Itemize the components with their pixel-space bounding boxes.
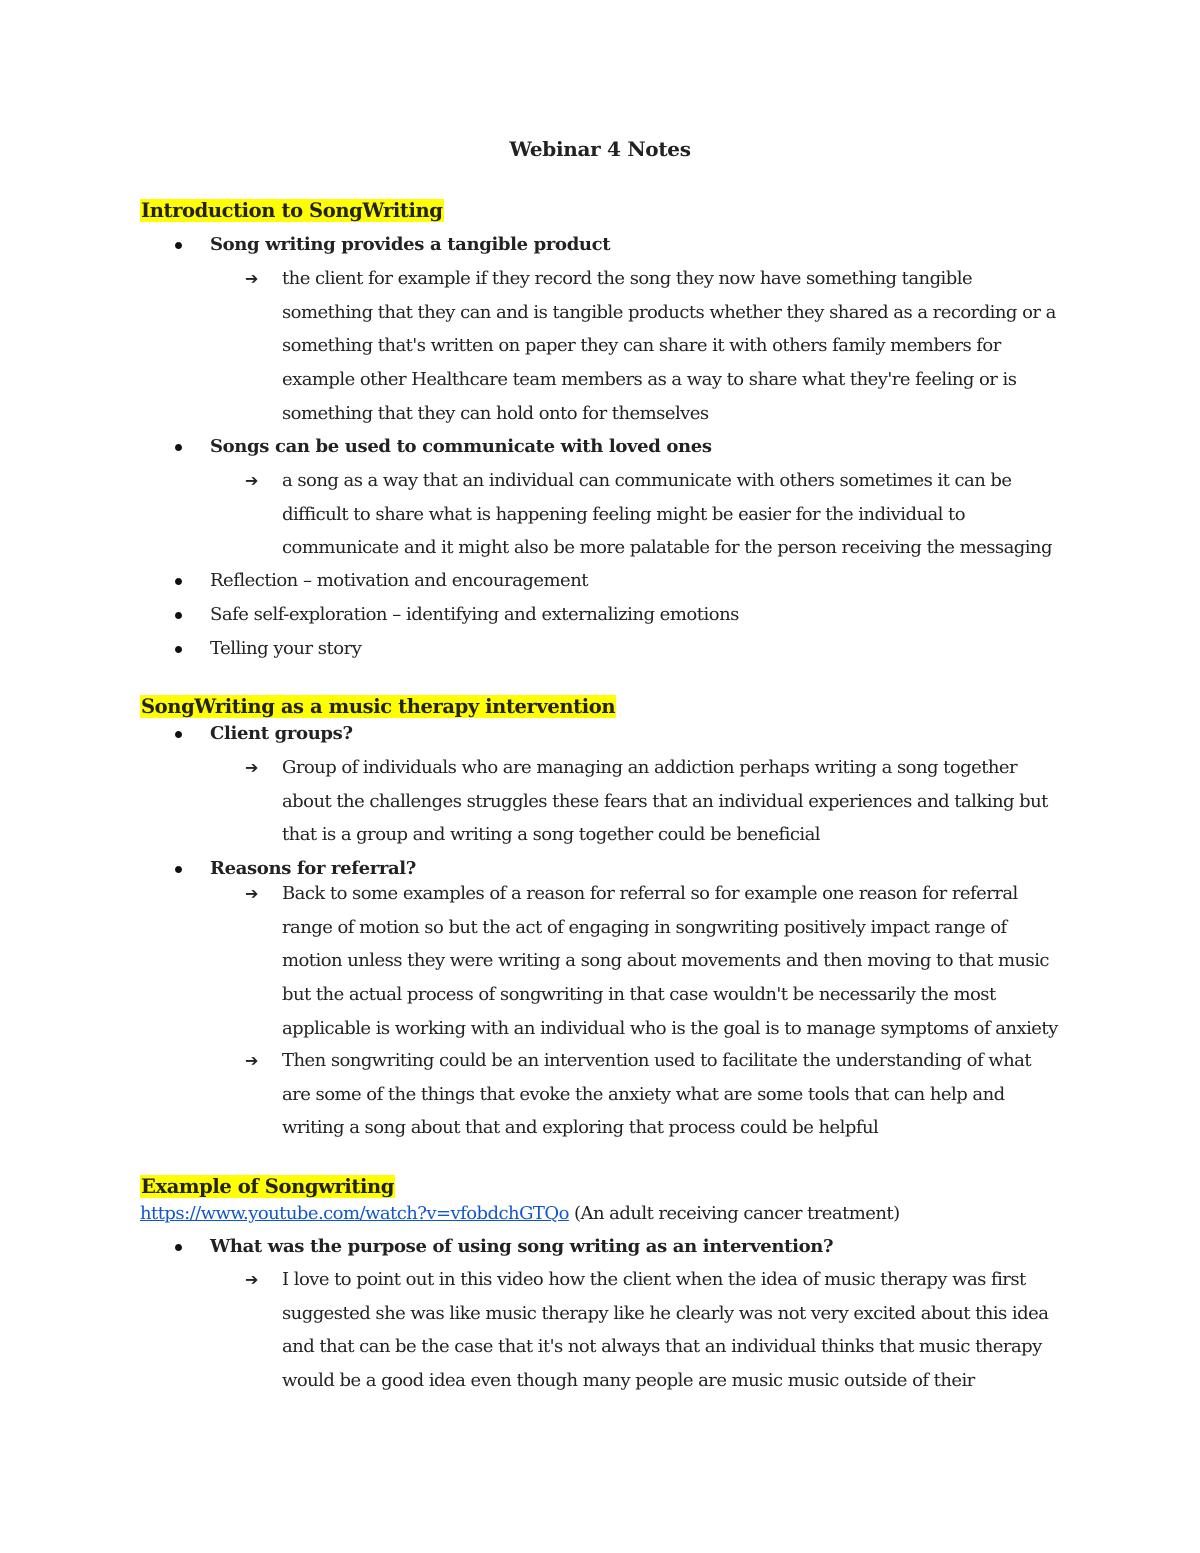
bullet-item <box>210 1230 833 1264</box>
text-line: communicate and it might also be more palatable for the person receiving the messaging <box>282 537 1052 559</box>
highlighted-heading-text: SongWriting as a music therapy intervention <box>141 695 616 718</box>
text-line: Back to some examples of a reason for referral so for example one reason for referral <box>282 883 1018 904</box>
bullet-text: Songs can be used to communicate with loved ones <box>210 436 712 457</box>
bullet-text: Reflection – motivation and encouragement <box>210 570 589 591</box>
text-line: difficult to share what is happening feeling might be easier for the individual to <box>282 503 966 525</box>
text-line: Group of individuals who are managing an addiction perhaps writing a song together <box>282 757 1018 778</box>
text-line: the client for example if they record the song they now have something tangible <box>282 268 973 289</box>
arrow-right-icon: ➔ <box>245 1270 258 1289</box>
text-line: and that can be the case that it's not always that an individual thinks that music therapy <box>282 1336 1042 1358</box>
text-line: writing a song about that and exploring that process could be helpful <box>282 1117 879 1139</box>
bullet-dot-icon <box>175 444 182 451</box>
arrow-list-item <box>245 1263 1082 1398</box>
text-line: motion unless they were writing a song about movements and then moving to that music <box>282 950 1049 972</box>
text-line: Then songwriting could be an intervention used to facilitate the understanding of what <box>282 1050 1031 1071</box>
arrow-right-icon: ➔ <box>245 758 258 777</box>
text-line: are some of the things that evoke the anxiety what are some tools that can help and <box>282 1083 1005 1105</box>
bullet-item <box>210 598 739 632</box>
text-line: something that they can hold onto for themselves <box>282 402 709 424</box>
text-line: about the challenges struggles these fears that an individual experiences and talking but <box>282 790 1048 812</box>
section-heading-intervention <box>140 694 616 719</box>
text-line: something that they can and is tangible products whether they shared as a recording or a <box>282 301 1056 323</box>
section-heading-example <box>140 1174 395 1199</box>
bullet-item <box>210 632 361 666</box>
bullet-text: Telling your story <box>210 638 362 659</box>
text-line: but the actual process of songwriting in that case wouldn't be necessarily the most <box>282 984 996 1006</box>
arrow-list-item <box>245 1044 1082 1145</box>
bullet-item <box>210 564 588 598</box>
bullet-item <box>210 228 610 262</box>
bullet-item <box>210 430 712 464</box>
text-line: that is a group and writing a song together could be beneficial <box>282 824 820 846</box>
bullet-item <box>210 717 353 751</box>
section-heading-introduction <box>140 198 444 223</box>
text-line: applicable is working with an individual who is the goal is to manage symptoms of anxiety <box>282 1017 1058 1039</box>
text-line: suggested she was like music therapy like he clearly was not very excited about this idea <box>282 1302 1049 1324</box>
arrow-list-item <box>245 877 1082 1046</box>
text-line: example other Healthcare team members as a way to share what they're feeling or is <box>282 369 1017 391</box>
arrow-list-item <box>245 262 1082 431</box>
bullet-dot-icon <box>175 731 182 738</box>
highlighted-heading-text: Example of Songwriting <box>141 1175 394 1198</box>
bullet-dot-icon <box>175 242 182 249</box>
text-line: range of motion so but the act of engaging in songwriting positively impact range of <box>282 916 1007 938</box>
bullet-text: Reasons for referral? <box>210 858 416 879</box>
bullet-text: Safe self-exploration – identifying and externalizing emotions <box>210 604 739 625</box>
youtube-link[interactable]: https://www.youtube.com/watch?v=vfobdchGTQo <box>140 1203 569 1224</box>
arrow-list-item <box>245 464 1082 565</box>
arrow-right-icon: ➔ <box>245 471 258 490</box>
page-title: Webinar 4 Notes <box>509 137 691 161</box>
text-line: a song as a way that an individual can communicate with others sometimes it can be <box>282 470 1012 491</box>
bullet-text: What was the purpose of using song writing as an intervention? <box>210 1236 834 1257</box>
bullet-dot-icon <box>175 1244 182 1251</box>
text-line: something that's written on paper they can share it with others family members for <box>282 335 1001 357</box>
arrow-right-icon: ➔ <box>245 269 258 288</box>
bullet-dot-icon <box>175 612 182 619</box>
text-line: I love to point out in this video how the client when the idea of music therapy was first <box>282 1269 1026 1290</box>
arrow-list-item <box>245 751 1082 852</box>
video-link-line <box>140 1201 900 1226</box>
bullet-dot-icon <box>175 646 182 653</box>
link-description: (An adult receiving cancer treatment) <box>568 1203 900 1224</box>
bullet-dot-icon <box>175 866 182 873</box>
bullet-text: Client groups? <box>210 723 353 744</box>
arrow-right-icon: ➔ <box>245 1051 258 1070</box>
text-line: would be a good idea even though many people are music music outside of their <box>282 1370 975 1392</box>
arrow-right-icon: ➔ <box>245 884 258 903</box>
bullet-dot-icon <box>175 578 182 585</box>
bullet-text: Song writing provides a tangible product <box>210 234 611 255</box>
highlighted-heading-text: Introduction to SongWriting <box>141 199 443 222</box>
